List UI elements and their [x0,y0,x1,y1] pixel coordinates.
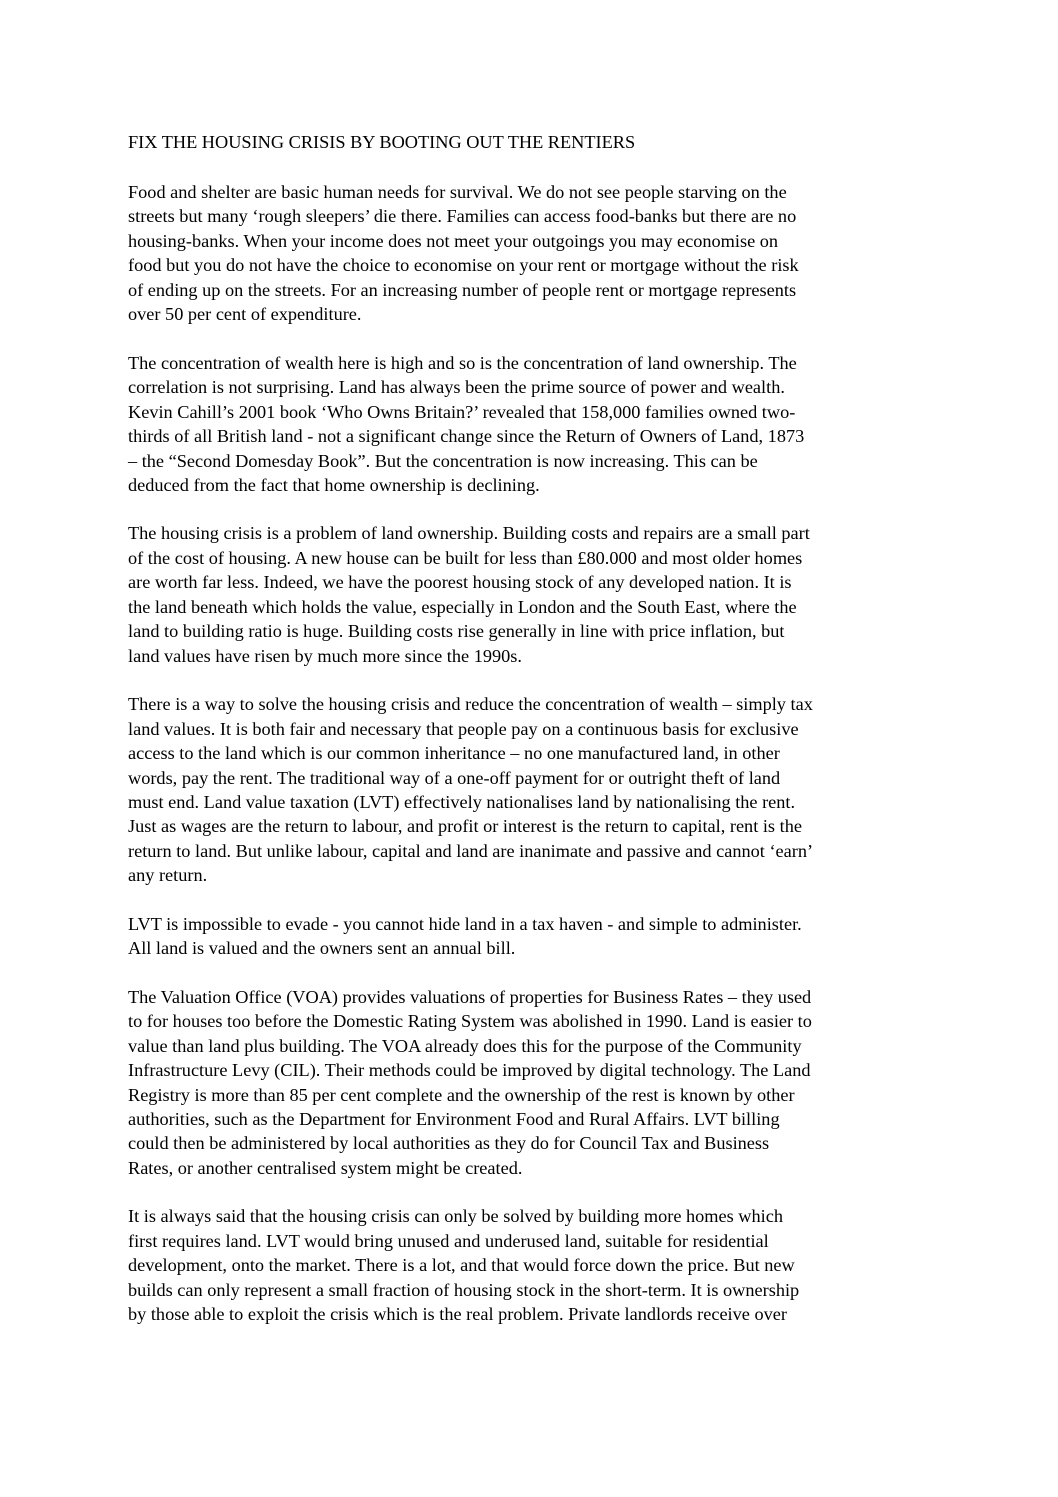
paragraph-building-homes [128,1204,936,1326]
text-line: land values have risen by much more since the 1990s. [128,645,522,666]
text-line: any return. [128,865,208,886]
text-line: thirds of all British land - not a significant change since the Return of Owners of Land, 1873 [128,426,805,447]
text-line: Rates, or another centralised system might be created. [128,1157,523,1178]
text-line: value than land plus building. The VOA already does this for the purpose of the Community [128,1035,802,1056]
text-line: There is a way to solve the housing crisis and reduce the concentration of wealth – simply tax [128,694,813,715]
paragraph-housing-crisis [128,521,936,668]
text-line: housing-banks. When your income does not meet your outgoings you may economise on [128,230,779,251]
paragraph-lvt-evasion [128,912,936,961]
text-line: authorities, such as the Department for Environment Food and Rural Affairs. LVT billing [128,1108,780,1129]
text-line: Kevin Cahill’s 2001 book ‘Who Owns Britain?’ revealed that 158,000 families owned two- [128,401,796,422]
text-line: are worth far less. Indeed, we have the poorest housing stock of any developed nation. It is [128,572,792,593]
text-line: over 50 per cent of expenditure. [128,304,362,325]
text-line: could then be administered by local authorities as they do for Council Tax and Business [128,1133,770,1154]
text-line: to for houses too before the Domestic Rating System was abolished in 1990. Land is easier to [128,1011,812,1032]
text-line: It is always said that the housing crisis can only be solved by building more homes which [128,1206,783,1227]
document-title: FIX THE HOUSING CRISIS BY BOOTING OUT THE RENTIERS [128,132,636,152]
text-line: first requires land. LVT would bring unused and underused land, suitable for residential [128,1230,769,1251]
text-line: – the “Second Domesday Book”. But the concentration is now increasing. This can be [128,450,758,471]
text-line: LVT is impossible to evade - you cannot hide land in a tax haven - and simple to administer. [128,913,802,934]
text-line: development, onto the market. There is a lot, and that would force down the price. But new [128,1255,795,1276]
text-line: builds can only represent a small fraction of housing stock in the short-term. It is ownership [128,1279,800,1300]
text-line: Just as wages are the return to labour, and profit or interest is the return to capital, rent is the [128,816,802,837]
text-line: Food and shelter are basic human needs for survival. We do not see people starving on the [128,182,787,202]
paragraph-land-ownership [128,351,936,498]
text-line: of ending up on the streets. For an increasing number of people rent or mortgage represents [128,279,797,300]
text-line: food but you do not have the choice to economise on your rent or mortgage without the risk [128,255,799,276]
text-line: correlation is not surprising. Land has always been the prime source of power and wealth. [128,377,785,398]
text-line: deduced from the fact that home ownership is declining. [128,474,540,495]
text-line: The Valuation Office (VOA) provides valuations of properties for Business Rates – they used [128,986,812,1007]
document-body [128,126,936,1351]
text-line: the land beneath which holds the value, especially in London and the South East, where the [128,596,797,617]
text-line: All land is valued and the owners sent an annual bill. [128,938,516,959]
text-line: access to the land which is our common inheritance – no one manufactured land, in other [128,743,780,764]
text-line: by those able to exploit the crisis which is the real problem. Private landlords receive over [128,1304,787,1325]
text-line: words, pay the rent. The traditional way of a one-off payment for or outright theft of land [128,767,781,788]
text-line: The housing crisis is a problem of land ownership. Building costs and repairs are a small part [128,523,810,544]
paragraph-land-value-tax [128,692,936,888]
text-line: land values. It is both fair and necessary that people pay on a continuous basis for exclusive [128,718,799,739]
text-line: return to land. But unlike labour, capital and land are inanimate and passive and cannot ‘earn’ [128,840,814,861]
paragraph-basic-needs [128,180,936,327]
text-line: Infrastructure Levy (CIL). Their methods could be improved by digital technology. The Land [128,1060,811,1081]
text-line: The concentration of wealth here is high and so is the concentration of land ownership. The [128,352,797,373]
text-line: must end. Land value taxation (LVT) effectively nationalises land by nationalising the rent. [128,791,796,812]
text-line: streets but many ‘rough sleepers’ die there. Families can access food-banks but there are no [128,206,797,227]
text-line: of the cost of housing. A new house can be built for less than £80.000 and most older homes [128,547,803,568]
paragraph-valuation-office [128,985,936,1181]
text-line: land to building ratio is huge. Building costs rise generally in line with price inflation, but [128,621,785,642]
text-line: Registry is more than 85 per cent complete and the ownership of the rest is known by other [128,1084,795,1105]
